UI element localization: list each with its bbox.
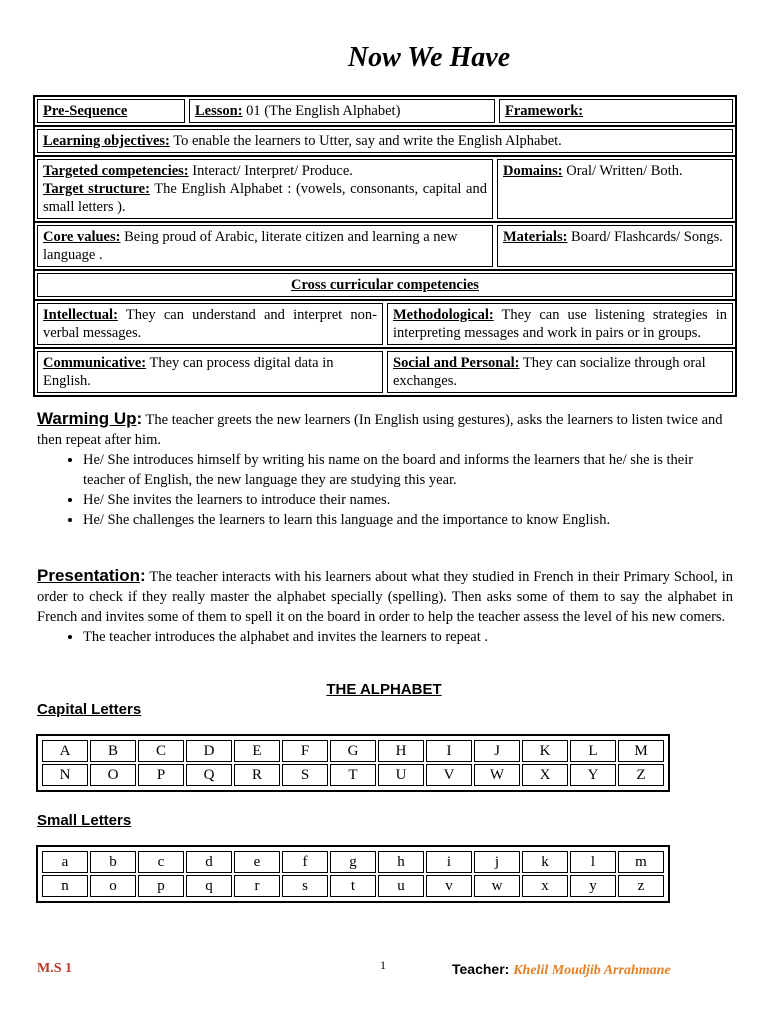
domains-value: Oral/ Written/ Both. [566,163,683,179]
lesson-value: 01 (The English Alphabet) [246,103,401,119]
methodological-value: They can use listening strategies in interpreting messages and work in pairs or in groups. [393,307,727,341]
small-letter-cell: l [570,851,616,873]
capital-letters-grid [36,734,670,792]
competencies-label: Targeted competencies: [43,163,189,179]
core-values-label: Core values: [43,229,121,245]
lesson-cell [189,99,495,123]
small-letter-cell: i [426,851,472,873]
social-cell [387,351,733,393]
pre-sequence-label: Pre-Sequence [43,103,128,119]
capital-letter-cell: F [282,740,328,762]
capital-letter-cell: O [90,764,136,786]
capital-letter-cell: X [522,764,568,786]
small-letter-cell: c [138,851,184,873]
page-number: 1 [380,958,386,972]
small-letter-cell: b [90,851,136,873]
domains-label: Domains: [503,163,563,179]
capital-letter-cell: T [330,764,376,786]
intellectual-label: Intellectual: [43,307,118,323]
small-letter-cell: n [42,875,88,897]
capital-letter-cell: M [618,740,664,762]
teacher-label: Teacher: [452,961,510,977]
small-letter-cell: g [330,851,376,873]
capital-letter-cell: E [234,740,280,762]
page-title: Now We Have [347,42,511,73]
list-item: • He/ She introduces himself by writing his name on the board and informs the learners that he/ she is their teacher of English, the new language they are studying this year. [83,450,733,490]
small-letter-cell: y [570,875,616,897]
capital-letter-cell: D [186,740,232,762]
competencies-cell [37,159,493,219]
small-row-2 [42,875,664,897]
list-item: • The teacher introduces the alphabet and invites the learners to repeat . [83,627,733,647]
communicative-label: Communicative: [43,355,147,371]
capital-letter-cell: Z [618,764,664,786]
capital-letter-cell: L [570,740,616,762]
presentation-list [37,627,733,647]
lesson-header-table [33,95,737,397]
domains-cell [497,159,733,219]
header-row-cross [35,271,735,301]
capital-letter-cell: I [426,740,472,762]
capital-letter-cell: B [90,740,136,762]
capital-letter-cell: J [474,740,520,762]
small-letter-cell: e [234,851,280,873]
small-letter-cell: v [426,875,472,897]
capital-letter-cell: C [138,740,184,762]
materials-label: Materials: [503,229,568,245]
social-label: Social and Personal: [393,355,520,371]
presentation-text: The teacher interacts with his learners about what they studied in French in their Primary School, in order to check if they really master the alphabet specially (spelling). Then asks some of them to say the alphabet in French and invites some of them to spell it on the board in order to help the teacher assess the level of his new comers. [37,569,733,625]
capital-letter-cell: Q [186,764,232,786]
capital-letter-cell: G [330,740,376,762]
small-letter-cell: p [138,875,184,897]
capital-letter-cell: K [522,740,568,762]
cross-curricular-cell [37,273,733,297]
small-letter-cell: s [282,875,328,897]
small-letter-cell: j [474,851,520,873]
intellectual-value: They can understand and interpret non-verbal messages. [43,307,377,341]
presentation-section: Presentation: The teacher interacts with his learners about what they studied in French in their Primary School, in order to check if they really master the alphabet specially (spelling). Then asks some of them to say the alphabet in French and invites some of them to spell it on the board in order to help the teacher assess the level of his new comers. • The teacher introduces the alphabet and invites the learners to repeat . [37,566,733,647]
objectives-label: Learning objectives: [43,133,170,149]
warming-up-list [37,450,733,530]
small-letters-grid [36,845,670,903]
competencies-value: Interact/ Interpret/ Produce. [192,163,353,179]
capital-letter-cell: A [42,740,88,762]
structure-label: Target structure: [43,181,150,197]
small-row-1 [42,851,664,873]
lesson-label: Lesson: [195,103,243,119]
warming-up-intro: The teacher greets the new learners (In English using gestures), asks the learners to listen twice and then repeat after him. [37,412,723,448]
objectives-value: To enable the learners to Utter, say and write the English Alphabet. [173,133,562,149]
header-row-intellectual [35,301,735,349]
small-letter-cell: q [186,875,232,897]
small-letter-cell: z [618,875,664,897]
capital-row-1 [42,740,664,762]
teacher-name: Khelil Moudjib Arrahmane [513,963,671,978]
warming-up-heading: Warming Up [37,409,137,428]
list-item: • He/ She invites the learners to introduce their names. [83,490,733,510]
small-letters-label: Small Letters [37,812,132,829]
capital-letter-cell: P [138,764,184,786]
capital-letter-cell: R [234,764,280,786]
capital-letters-label: Capital Letters [37,701,142,718]
level-label: M.S 1 [37,961,72,976]
small-letter-cell: w [474,875,520,897]
core-values-cell [37,225,493,267]
communicative-cell [37,351,383,393]
small-letter-cell: t [330,875,376,897]
small-letter-cell: m [618,851,664,873]
warming-up-section: Warming Up: The teacher greets the new learners (In English using gestures), asks the learners to listen twice and then repeat after him. • He/ She introduces himself by writing his name on the board and informs the learners that he/ she is their teacher of English, the new language they are studying this year. • He/ She invites the learners to introduce their names. • He/ She challenges the learners to learn this language and the importance to know English. [37,409,733,530]
small-letter-cell: r [234,875,280,897]
small-letter-cell: k [522,851,568,873]
structure-value: The English Alphabet : (vowels, consonants, capital and small letters ). [43,181,487,215]
capital-letter-cell: N [42,764,88,786]
capital-letter-cell: U [378,764,424,786]
small-letter-cell: x [522,875,568,897]
materials-value: Board/ Flashcards/ Songs. [571,229,723,245]
social-value: They can socialize through oral exchanges. [393,355,706,389]
capital-letter-cell: Y [570,764,616,786]
header-row-1 [35,97,735,127]
pre-sequence-cell [37,99,185,123]
small-letter-cell: h [378,851,424,873]
materials-cell [497,225,733,267]
communicative-value: They can process digital data in English. [43,355,334,389]
small-letter-cell: a [42,851,88,873]
header-row-competencies [35,157,735,223]
teacher-credit [452,961,671,979]
capital-letter-cell: W [474,764,520,786]
presentation-heading: Presentation [37,566,140,585]
framework-label: Framework: [505,103,584,119]
objectives-cell [37,129,733,153]
capital-letter-cell: H [378,740,424,762]
small-letter-cell: o [90,875,136,897]
list-item: • He/ She challenges the learners to learn this language and the importance to know English. [83,510,733,530]
methodological-cell [387,303,733,345]
header-row-objectives [35,127,735,157]
framework-cell [499,99,733,123]
methodological-label: Methodological: [393,307,494,323]
intellectual-cell [37,303,383,345]
small-letter-cell: d [186,851,232,873]
capital-row-2 [42,764,664,786]
cross-curricular-title: Cross curricular competencies [291,277,479,293]
header-row-core [35,223,735,271]
header-row-communicative [35,349,735,395]
capital-letter-cell: V [426,764,472,786]
alphabet-title: THE ALPHABET [326,681,442,698]
core-values-value: Being proud of Arabic, literate citizen and learning a new language . [43,229,458,263]
small-letter-cell: u [378,875,424,897]
small-letter-cell: f [282,851,328,873]
capital-letter-cell: S [282,764,328,786]
